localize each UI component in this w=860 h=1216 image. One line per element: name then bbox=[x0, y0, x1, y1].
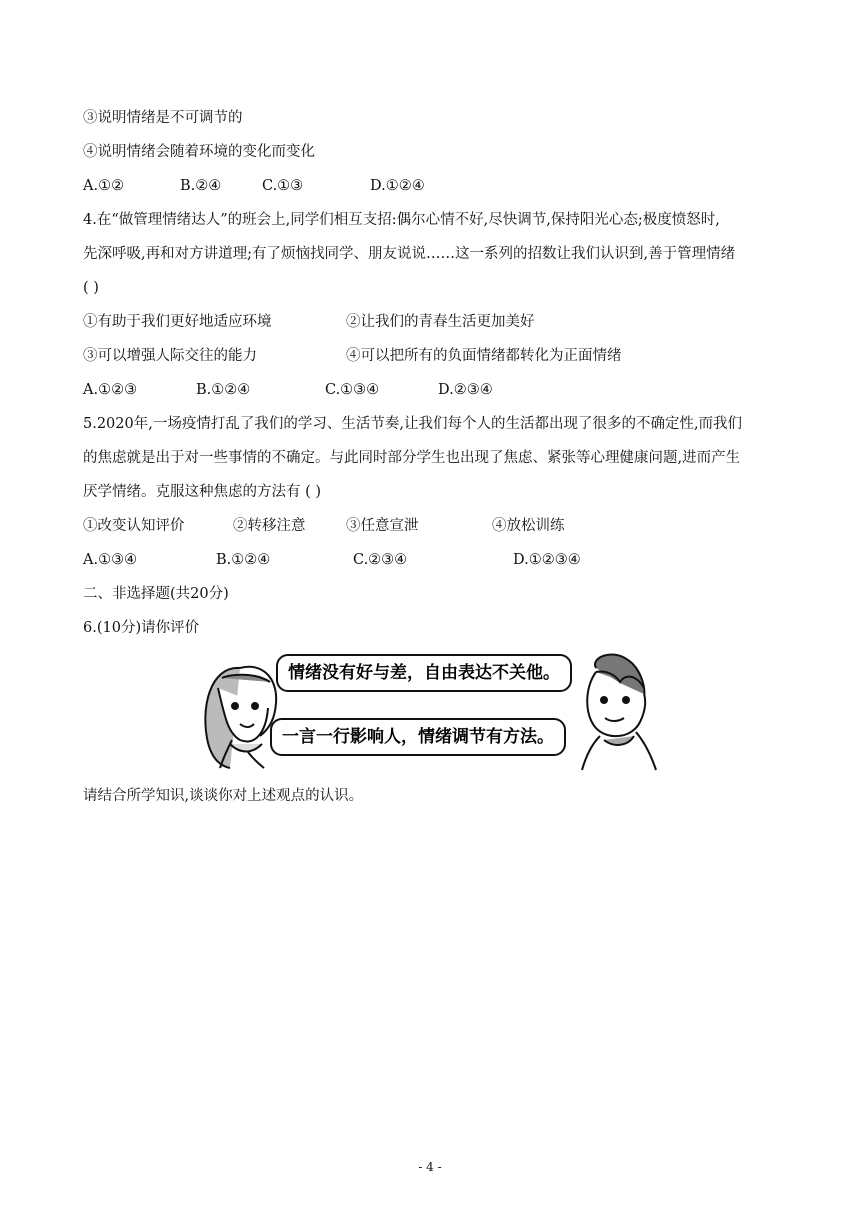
q3-option-4: ④说明情绪会随着环境的变化而变化 bbox=[83, 144, 315, 160]
q4-stem-line-1: 4.在“做管理情绪达人”的班会上,同学们相互支招:偶尔心情不好,尽快调节,保持阳光心态;极度愤怒时, bbox=[83, 212, 720, 228]
q4-option-1: ①有助于我们更好地适应环境 bbox=[83, 314, 272, 330]
q4-choice-c: C.①③④ bbox=[325, 382, 380, 398]
q4-stem-line-2: 先深呼吸,再和对方讲道理;有了烦恼找同学、朋友说说……这一系列的招数让我们认识到,善于管理情绪 bbox=[83, 246, 736, 262]
q5-option-2: ②转移注意 bbox=[233, 518, 306, 534]
q4-option-4: ④可以把所有的负面情绪都转化为正面情绪 bbox=[346, 348, 622, 364]
q5-stem-line-1: 5.2020年,一场疫情打乱了我们的学习、生活节奏,让我们每个人的生活都出现了很多的不确定性,而我们 bbox=[83, 416, 743, 432]
q5-option-4: ④放松训练 bbox=[492, 518, 565, 534]
q4-choice-b: B.①②④ bbox=[196, 382, 251, 398]
q3-choice-a: A.①② bbox=[83, 178, 125, 194]
q5-stem-line-3: 厌学情绪。克服这种焦虑的方法有 ( ) bbox=[83, 484, 322, 500]
q5-choice-d: D.①②③④ bbox=[513, 552, 581, 568]
q5-choice-b: B.①②④ bbox=[216, 552, 271, 568]
q4-option-3: ③可以增强人际交往的能力 bbox=[83, 348, 257, 364]
q5-option-3: ③任意宣泄 bbox=[346, 518, 419, 534]
section-heading: 二、非选择题(共20分) bbox=[83, 586, 229, 602]
q5-option-1: ①改变认知评价 bbox=[83, 518, 185, 534]
q5-choice-c: C.②③④ bbox=[353, 552, 408, 568]
q3-choice-d: D.①②④ bbox=[370, 178, 425, 194]
speech-bubble-boy: 一言一行影响人，情绪调节有方法。 bbox=[270, 718, 566, 756]
q3-choice-b: B.②④ bbox=[180, 178, 222, 194]
q6-prompt: 请结合所学知识,谈谈你对上述观点的认识。 bbox=[83, 788, 364, 804]
q4-option-2: ②让我们的青春生活更加美好 bbox=[346, 314, 535, 330]
speech-bubble-girl: 情绪没有好与差，自由表达不关他。 bbox=[276, 654, 572, 692]
q3-choice-c: C.①③ bbox=[262, 178, 304, 194]
page-number: - 4 - bbox=[418, 1160, 442, 1174]
q4-choice-d: D.②③④ bbox=[438, 382, 493, 398]
q6-illustration bbox=[200, 648, 660, 773]
q3-option-3: ③说明情绪是不可调节的 bbox=[83, 110, 243, 126]
q5-stem-line-2: 的焦虑就是出于对一些事情的不确定。与此同时部分学生也出现了焦虑、紧张等心理健康问题,进而产生 bbox=[83, 450, 741, 466]
q4-answer-blank: ( ) bbox=[83, 280, 99, 296]
q4-choice-a: A.①②③ bbox=[83, 382, 138, 398]
q5-choice-a: A.①③④ bbox=[83, 552, 138, 568]
q6-title: 6.(10分)请你评价 bbox=[83, 620, 200, 636]
